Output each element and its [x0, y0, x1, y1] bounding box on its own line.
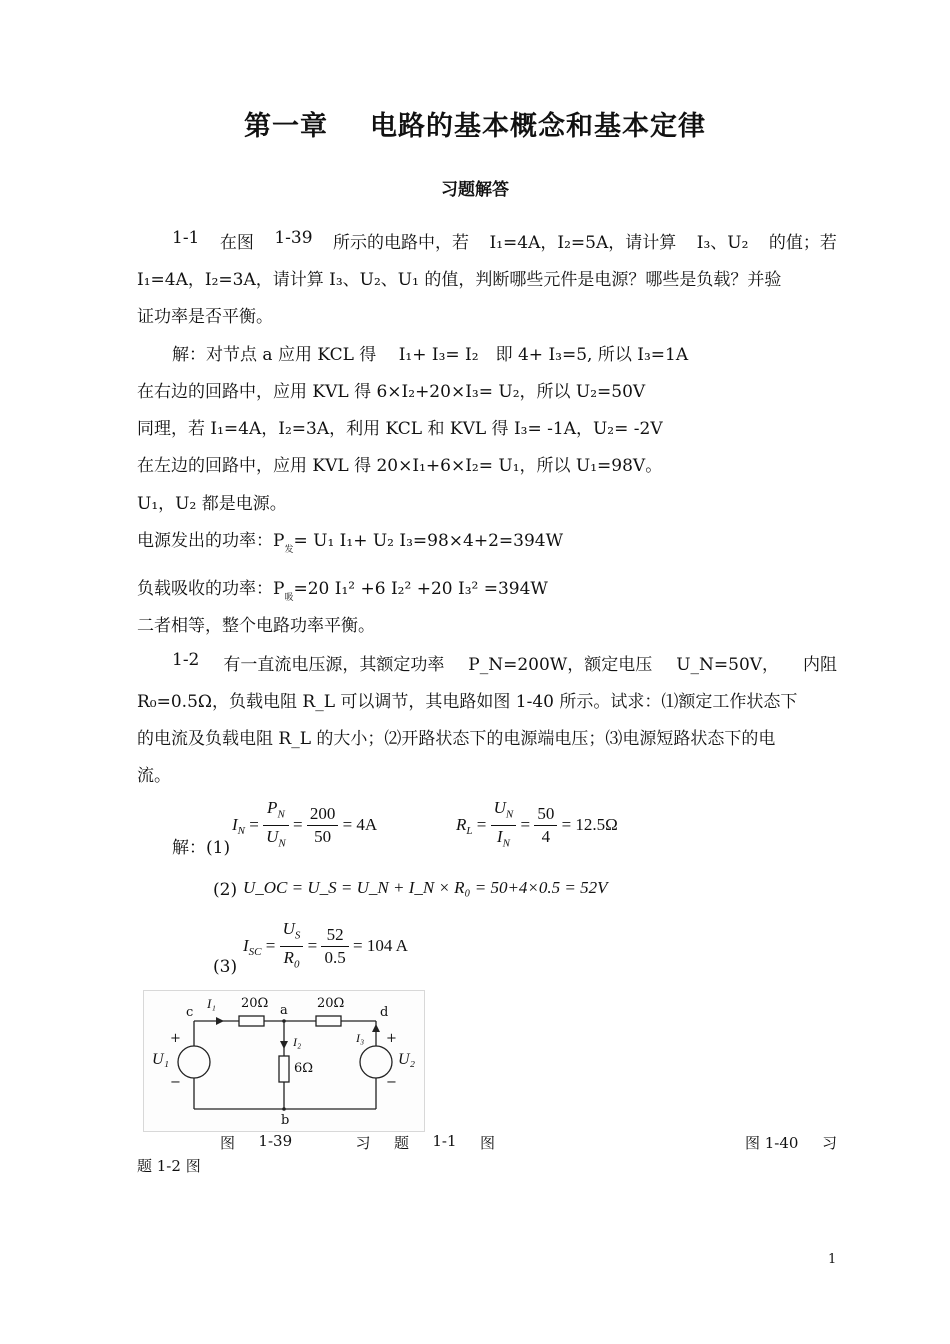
node-b-label: b	[281, 1113, 290, 1128]
eq-in: $I_N$ = $\frac{P_N}{U_N}$ = $\frac{200}{50}$ = 4A	[232, 797, 377, 855]
eq-uoc-label: (2)	[213, 880, 238, 900]
eq-uoc: U_OC = U_S = U_N + I_N × R₀ = 50+4×0.5 = 52V	[243, 878, 608, 897]
p11-l1-w6: 的值；若	[768, 233, 837, 253]
p11-l1-w3: 所示的电路中，若	[333, 233, 470, 253]
p11-sol6-label: 电源发出的功率：P	[137, 531, 285, 551]
resistor-20ohm-left	[239, 1016, 264, 1026]
eq-isc-den: R	[283, 948, 294, 968]
i1-label: I₁	[207, 996, 216, 1011]
eq-rl-frac1	[491, 797, 517, 855]
node-a	[282, 1019, 286, 1023]
eq-isc-lhs: I	[243, 935, 249, 955]
p12-l1-w4: 内阻	[802, 655, 837, 675]
u1-plus: +	[170, 1031, 181, 1046]
u2-label: U₂	[398, 1051, 416, 1068]
eq-in-den: U	[266, 827, 279, 847]
p11-sol7-sub: 吸	[284, 593, 294, 603]
circuit-figure	[143, 990, 425, 1132]
node-c-label: c	[186, 1005, 194, 1020]
cap-l-w4: 1-1	[432, 1132, 457, 1150]
p11-sol3: 同理，若 I₁=4A，I₂=3A，利用 KCL 和 KVL 得 I₃= -1A，U₂= -2V	[137, 419, 663, 439]
p11-sol2: 在右边的回路中，应用 KVL 得 6×I₂+20×I₃= U₂，所以 U₂=50V	[137, 382, 646, 402]
cap-r-w1: 习	[821, 1134, 837, 1152]
resistor-20ohm-right	[316, 1016, 341, 1026]
node-d-label: d	[380, 1005, 389, 1020]
eq-in-den-sub: N	[278, 837, 286, 850]
p11-l1-w0: 1-1	[172, 228, 200, 248]
r1-label: 20Ω	[241, 996, 269, 1011]
cap-l-w0: 图	[220, 1134, 236, 1152]
eq-isc-result: = 104 A	[352, 935, 408, 955]
p11-sol1: 解：对节点 a 应用 KCL 得 I₁+ I₃= I₂ 即 4+ I₃=5, 所以 I₃=1A	[172, 345, 689, 365]
p11-sol4: 在左边的回路中，应用 KVL 得 20×I₁+6×I₂= U₁，所以 U₁=98V。	[137, 456, 663, 476]
p11-sol7-label: 负载吸收的功率：P	[137, 579, 285, 599]
i3-label: I₃	[356, 1031, 365, 1045]
eq-isc-num: U	[282, 919, 295, 938]
p11-l1-w2: 1-39	[274, 228, 313, 248]
p11-l1-w5: I₃、U₂	[696, 233, 749, 253]
u1-label: U₁	[152, 1051, 170, 1068]
p12-l1-w1: 有一直流电压源，其额定功率	[223, 655, 445, 675]
eq-rl-num-sub: N	[505, 808, 514, 821]
eq-in-frac1	[263, 797, 289, 855]
p11-sol7	[137, 574, 548, 603]
arrow-i3-icon	[372, 1024, 380, 1032]
p12-l1-w2: P_N=200W，额定电压	[468, 655, 653, 675]
source-u2	[360, 1046, 392, 1078]
u1-minus: −	[170, 1075, 181, 1090]
chapter-name: 电路的基本概念和基本定律	[370, 111, 706, 142]
p11-sol6-sub: 发	[284, 545, 294, 555]
eq-isc-frac1	[280, 918, 304, 976]
p11-sol7-eq: =20 I₁² +6 I₂² +20 I₃² =394W	[293, 579, 548, 599]
eq-in-num-sub: N	[277, 808, 285, 821]
cap-l-w1: 1-39	[258, 1132, 293, 1150]
eq-rl-num: U	[493, 798, 506, 817]
cap-r-w0: 图 1-40	[745, 1134, 799, 1152]
arrow-i1-icon	[216, 1017, 224, 1025]
p12-line3: 的电流及负载电阻 R_L 的大小；⑵开路状态下的电源端电压；⑶电源短路状态下的电	[137, 729, 776, 749]
eq-in-lhs-sub: N	[237, 825, 246, 838]
eq-in-d2: 50	[314, 827, 332, 847]
section-subtitle: 习题解答	[441, 180, 509, 200]
eq-rl: $R_L$ = $\frac{U_N}{I_N}$ = $\frac{50}{4}$ = 12.5Ω	[456, 797, 618, 855]
p12-line2: R₀=0.5Ω，负载电阻 R_L 可以调节，其电路如图 1-40 所示。试求：⑴额定工作状态下	[137, 692, 798, 712]
p11-line3: 证功率是否平衡。	[137, 307, 273, 327]
eq-rl-lhs: R	[456, 814, 467, 834]
eq-in-num: P	[267, 798, 278, 817]
p11-sol6-eq: = U₁ I₁+ U₂ I₃=98×4+2=394W	[293, 531, 564, 551]
p11-line2: I₁=4A，I₂=3A，请计算 I₃、U₂、U₁ 的值，判断哪些元件是电源？哪些是负载？并验	[137, 270, 782, 290]
cap-l-w5: 图	[479, 1134, 495, 1152]
node-b	[282, 1107, 286, 1111]
eq-isc-frac2	[321, 924, 348, 969]
eq-rl-frac2	[534, 803, 557, 848]
eq-isc-num-sub: S	[294, 929, 301, 942]
eq-isc-label: (3)	[213, 957, 238, 977]
cap-l-w2: 习	[355, 1134, 371, 1152]
eq-in-result: = 4A	[342, 814, 378, 834]
page-number: 1	[828, 1252, 837, 1267]
eq-isc-den-sub: 0	[293, 958, 300, 971]
p12-l1-w0: 1-2	[172, 650, 200, 670]
p11-l1-w4: I₁=4A，I₂=5A，请计算	[489, 233, 677, 253]
resistor-6ohm	[279, 1056, 289, 1082]
chapter-number: 第一章	[244, 111, 328, 142]
eq-rl-den-sub: N	[502, 837, 510, 850]
p12-sol-label: 解：(1)	[172, 838, 231, 858]
p11-l1-w1: 在图	[219, 233, 254, 253]
eq-rl-d2: 4	[541, 827, 551, 847]
r2-label: 20Ω	[317, 996, 345, 1011]
source-u1	[178, 1046, 210, 1078]
u2-plus: +	[386, 1031, 397, 1046]
eq-in-n2: 200	[307, 803, 339, 826]
caption-fig-1-40	[745, 1132, 837, 1153]
node-a-label: a	[280, 1003, 288, 1018]
eq-rl-result: = 12.5Ω	[561, 814, 618, 834]
eq-in-frac2	[307, 803, 339, 848]
chapter-title	[0, 104, 950, 143]
eq-isc-d2: 0.5	[324, 948, 346, 968]
p11-sol6	[137, 526, 564, 555]
eq-rl-n2: 50	[534, 803, 557, 826]
eq-rl-lhs-sub: L	[466, 825, 473, 838]
p12-l1-w3: U_N=50V，	[676, 655, 780, 675]
eq-rl-den: I	[496, 827, 503, 847]
eq-isc-n2: 52	[321, 924, 348, 947]
cap-l-w3: 题	[393, 1134, 409, 1152]
arrow-i2-icon	[280, 1041, 288, 1049]
eq-isc: $I_{SC}$ = $\frac{U_S}{R_0}$ = $\frac{52}{0.5}$ = 104 A	[243, 918, 408, 976]
caption-wrap: 题 1-2 图	[137, 1157, 201, 1175]
p12-line1	[172, 650, 837, 675]
p11-sol8: 二者相等，整个电路功率平衡。	[137, 616, 375, 636]
i2-label: I₂	[293, 1035, 302, 1049]
p11-sol5: U₁，U₂ 都是电源。	[137, 494, 287, 514]
caption-fig-1-39	[220, 1132, 495, 1153]
eq-isc-lhs-sub: SC	[248, 946, 262, 959]
r3-label: 6Ω	[294, 1061, 314, 1076]
p12-line4: 流。	[137, 766, 171, 786]
p11-line1	[172, 228, 837, 253]
eq-in-lhs: I	[232, 814, 238, 834]
u2-minus: −	[386, 1075, 397, 1090]
